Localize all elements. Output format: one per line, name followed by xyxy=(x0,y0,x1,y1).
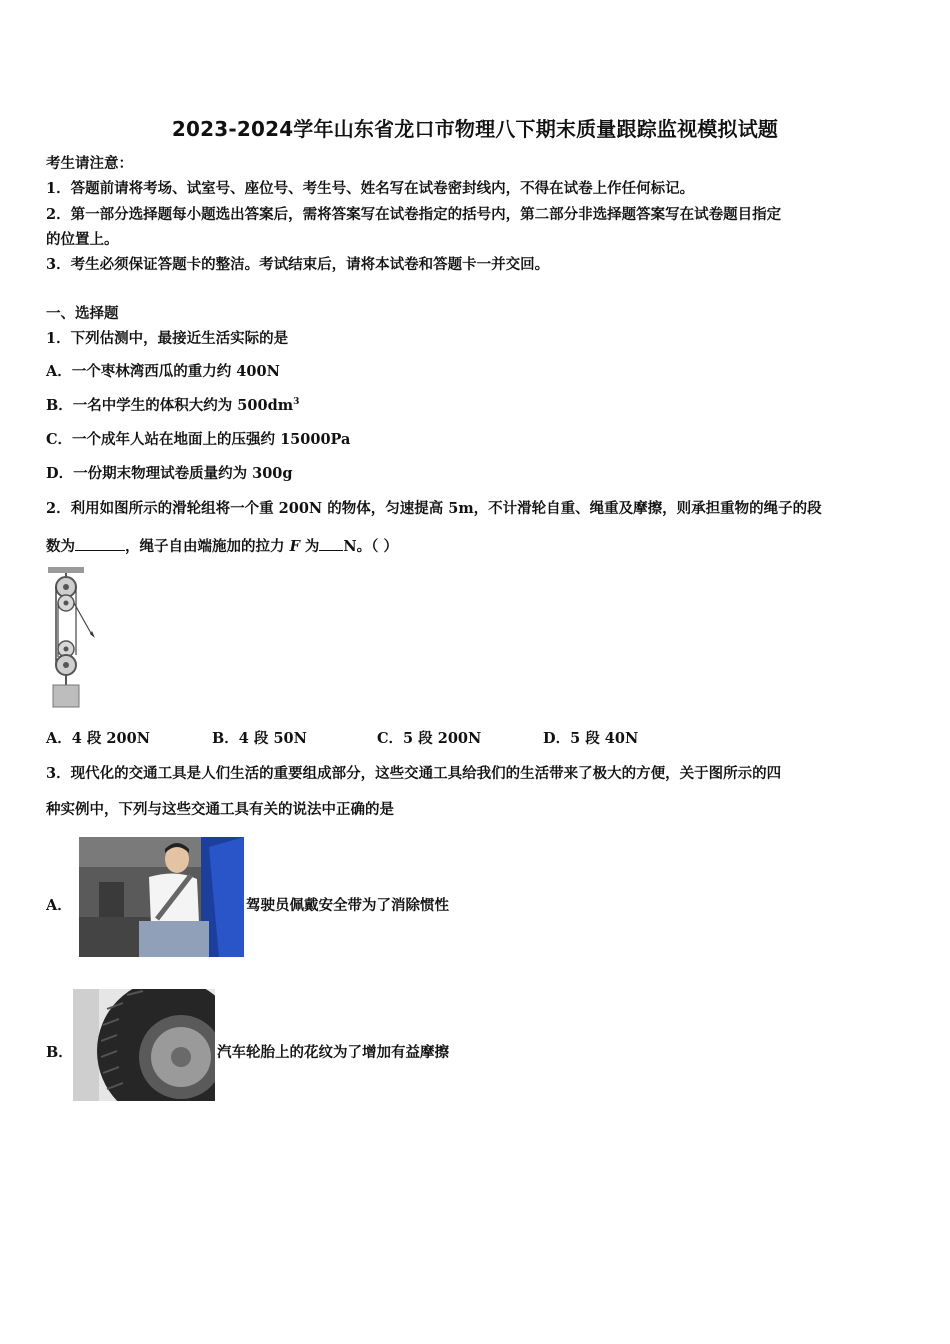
seatbelt-driver-photo xyxy=(79,837,244,957)
q3-option-a-text: 驾驶员佩戴安全带为了消除惯性 xyxy=(246,897,449,914)
q2-stem-line1: 2．利用如图所示的滑轮组将一个重 200N 的物体，匀速提高 5m，不计滑轮自重、绳重及摩擦，则承担重物的绳子的段 xyxy=(46,500,822,517)
q2-blank-force xyxy=(319,550,343,551)
q1-option-a: A．一个枣林湾西瓜的重力约 400N xyxy=(46,363,280,380)
section-heading: 一、选择题 xyxy=(46,305,119,322)
q2-stem-part-c: 为 xyxy=(299,538,320,555)
q2-option-a: A．4 段 200N xyxy=(46,730,150,747)
q1-stem: 1．下列估测中，最接近生活实际的是 xyxy=(46,330,289,347)
q3-stem-line2: 种实例中，下列与这些交通工具有关的说法中正确的是 xyxy=(46,801,394,818)
q1-option-c: C．一个成年人站在地面上的压强约 15000Pa xyxy=(46,431,351,448)
q1-option-b-text: B．一名中学生的体积大约为 500dm xyxy=(46,397,294,414)
q3-stem-line1: 3．现代化的交通工具是人们生活的重要组成部分，这些交通工具给我们的生活带来了极大的方便，关于图所示的四 xyxy=(46,765,782,782)
q2-stem-part-b: ，绳子自由端施加的拉力 xyxy=(125,538,290,555)
q1-option-b-sup: 3 xyxy=(293,397,300,408)
notice-heading: 考生请注意： xyxy=(46,155,133,172)
notice-item-2: 2．第一部分选择题每小题选出答案后，需将答案写在试卷指定的括号内，第二部分非选择题答案写在试卷题目指定 xyxy=(46,206,782,223)
q3-option-a-label: A． xyxy=(46,897,72,914)
notice-item-2-cont: 的位置上。 xyxy=(46,231,119,248)
notice-item-3: 3．考生必须保证答题卡的整洁。考试结束后，请将本试卷和答题卡一并交回。 xyxy=(46,256,550,273)
tire-tread-photo xyxy=(73,989,215,1101)
q2-blank-segments xyxy=(75,550,125,551)
q3-option-b-text: 汽车轮胎上的花纹为了增加有益摩擦 xyxy=(217,1044,449,1061)
q2-stem-part-d: N。（ ） xyxy=(343,538,398,555)
page-title: 2023-2024学年山东省龙口市物理八下期末质量跟踪监视模拟试题 xyxy=(171,117,779,141)
q2-force-symbol: F xyxy=(289,538,300,555)
q1-option-d: D．一份期末物理试卷质量约为 300g xyxy=(46,465,293,482)
notice-item-1: 1．答题前请将考场、试室号、座位号、考生号、姓名写在试卷密封线内，不得在试卷上作任何标记。 xyxy=(46,180,695,197)
q2-option-b: B．4 段 50N xyxy=(212,730,307,747)
q3-option-b-label: B． xyxy=(46,1044,73,1061)
q2-option-c: C．5 段 200N xyxy=(377,730,482,747)
pulley-diagram xyxy=(44,565,100,710)
q1-option-b xyxy=(46,394,299,415)
q2-option-d: D．5 段 40N xyxy=(543,730,639,747)
q2-stem-line2 xyxy=(46,535,398,556)
q2-stem-part-a: 数为 xyxy=(46,538,75,555)
